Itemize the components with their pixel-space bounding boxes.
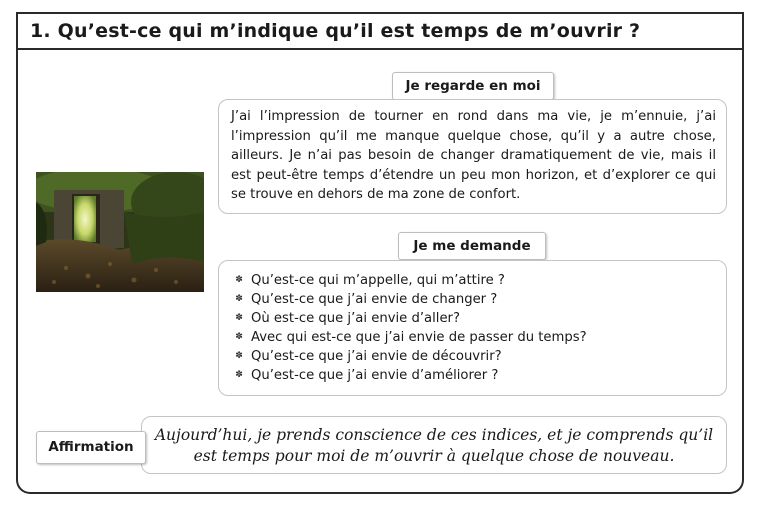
question-text: Qu’est-ce qui m’appelle, qui m’attire ? bbox=[251, 273, 505, 288]
question-text: Qu’est-ce que j’ai envie d’améliorer ? bbox=[251, 368, 499, 383]
page-title: 1. Qu’est-ce qui m’indique qu’il est temps de m’ouvrir ? bbox=[30, 20, 641, 42]
list-item bbox=[233, 309, 716, 328]
question-list bbox=[233, 271, 716, 385]
asterisk-bullet-icon: ✽ bbox=[235, 313, 243, 323]
asterisk-bullet-icon: ✽ bbox=[235, 332, 243, 342]
section-label-demande: Je me demande bbox=[398, 232, 546, 260]
regarde-paragraph: J’ai l’impression de tourner en rond dans ma vie, je m’ennuie, j’ai l’impression qu’il me manque quelque chose, qu’il y a autre chose, ailleurs. Je n’ai pas besoin de changer dramatiquement de vie, mais il est peut-être temps d’étendre un peu mon horizon, et d’explorer ce qui se trouve en dehors de ma zone de confort. bbox=[231, 109, 716, 203]
list-item bbox=[233, 366, 716, 385]
affirmation-box bbox=[141, 416, 727, 474]
affirmation-text bbox=[142, 425, 726, 467]
asterisk-bullet-icon: ✽ bbox=[235, 370, 243, 380]
asterisk-bullet-icon: ✽ bbox=[235, 294, 243, 304]
question-text: Avec qui est-ce que j’ai envie de passer du temps? bbox=[251, 330, 587, 345]
list-item bbox=[233, 347, 716, 366]
affirmation-label: Affirmation bbox=[36, 431, 146, 464]
list-item bbox=[233, 271, 716, 290]
regarde-text-box bbox=[218, 99, 727, 214]
question-text: Où est-ce que j’ai envie d’aller? bbox=[251, 311, 460, 326]
page-header bbox=[16, 12, 744, 50]
doorway-photo bbox=[36, 172, 204, 292]
demande-question-box bbox=[218, 260, 727, 396]
list-item bbox=[233, 290, 716, 309]
affirmation-line-1: Aujourd’hui, je prends conscience de ces indices, et je comprends qu’il bbox=[154, 426, 714, 444]
section-label-regarde: Je regarde en moi bbox=[392, 72, 554, 100]
asterisk-bullet-icon: ✽ bbox=[235, 275, 243, 285]
question-text: Qu’est-ce que j’ai envie de changer ? bbox=[251, 292, 498, 307]
affirmation-line-2: est temps pour moi de m’ouvrir à quelque chose de nouveau. bbox=[193, 447, 675, 465]
list-item bbox=[233, 328, 716, 347]
asterisk-bullet-icon: ✽ bbox=[235, 351, 243, 361]
question-text: Qu’est-ce que j’ai envie de découvrir? bbox=[251, 349, 502, 364]
